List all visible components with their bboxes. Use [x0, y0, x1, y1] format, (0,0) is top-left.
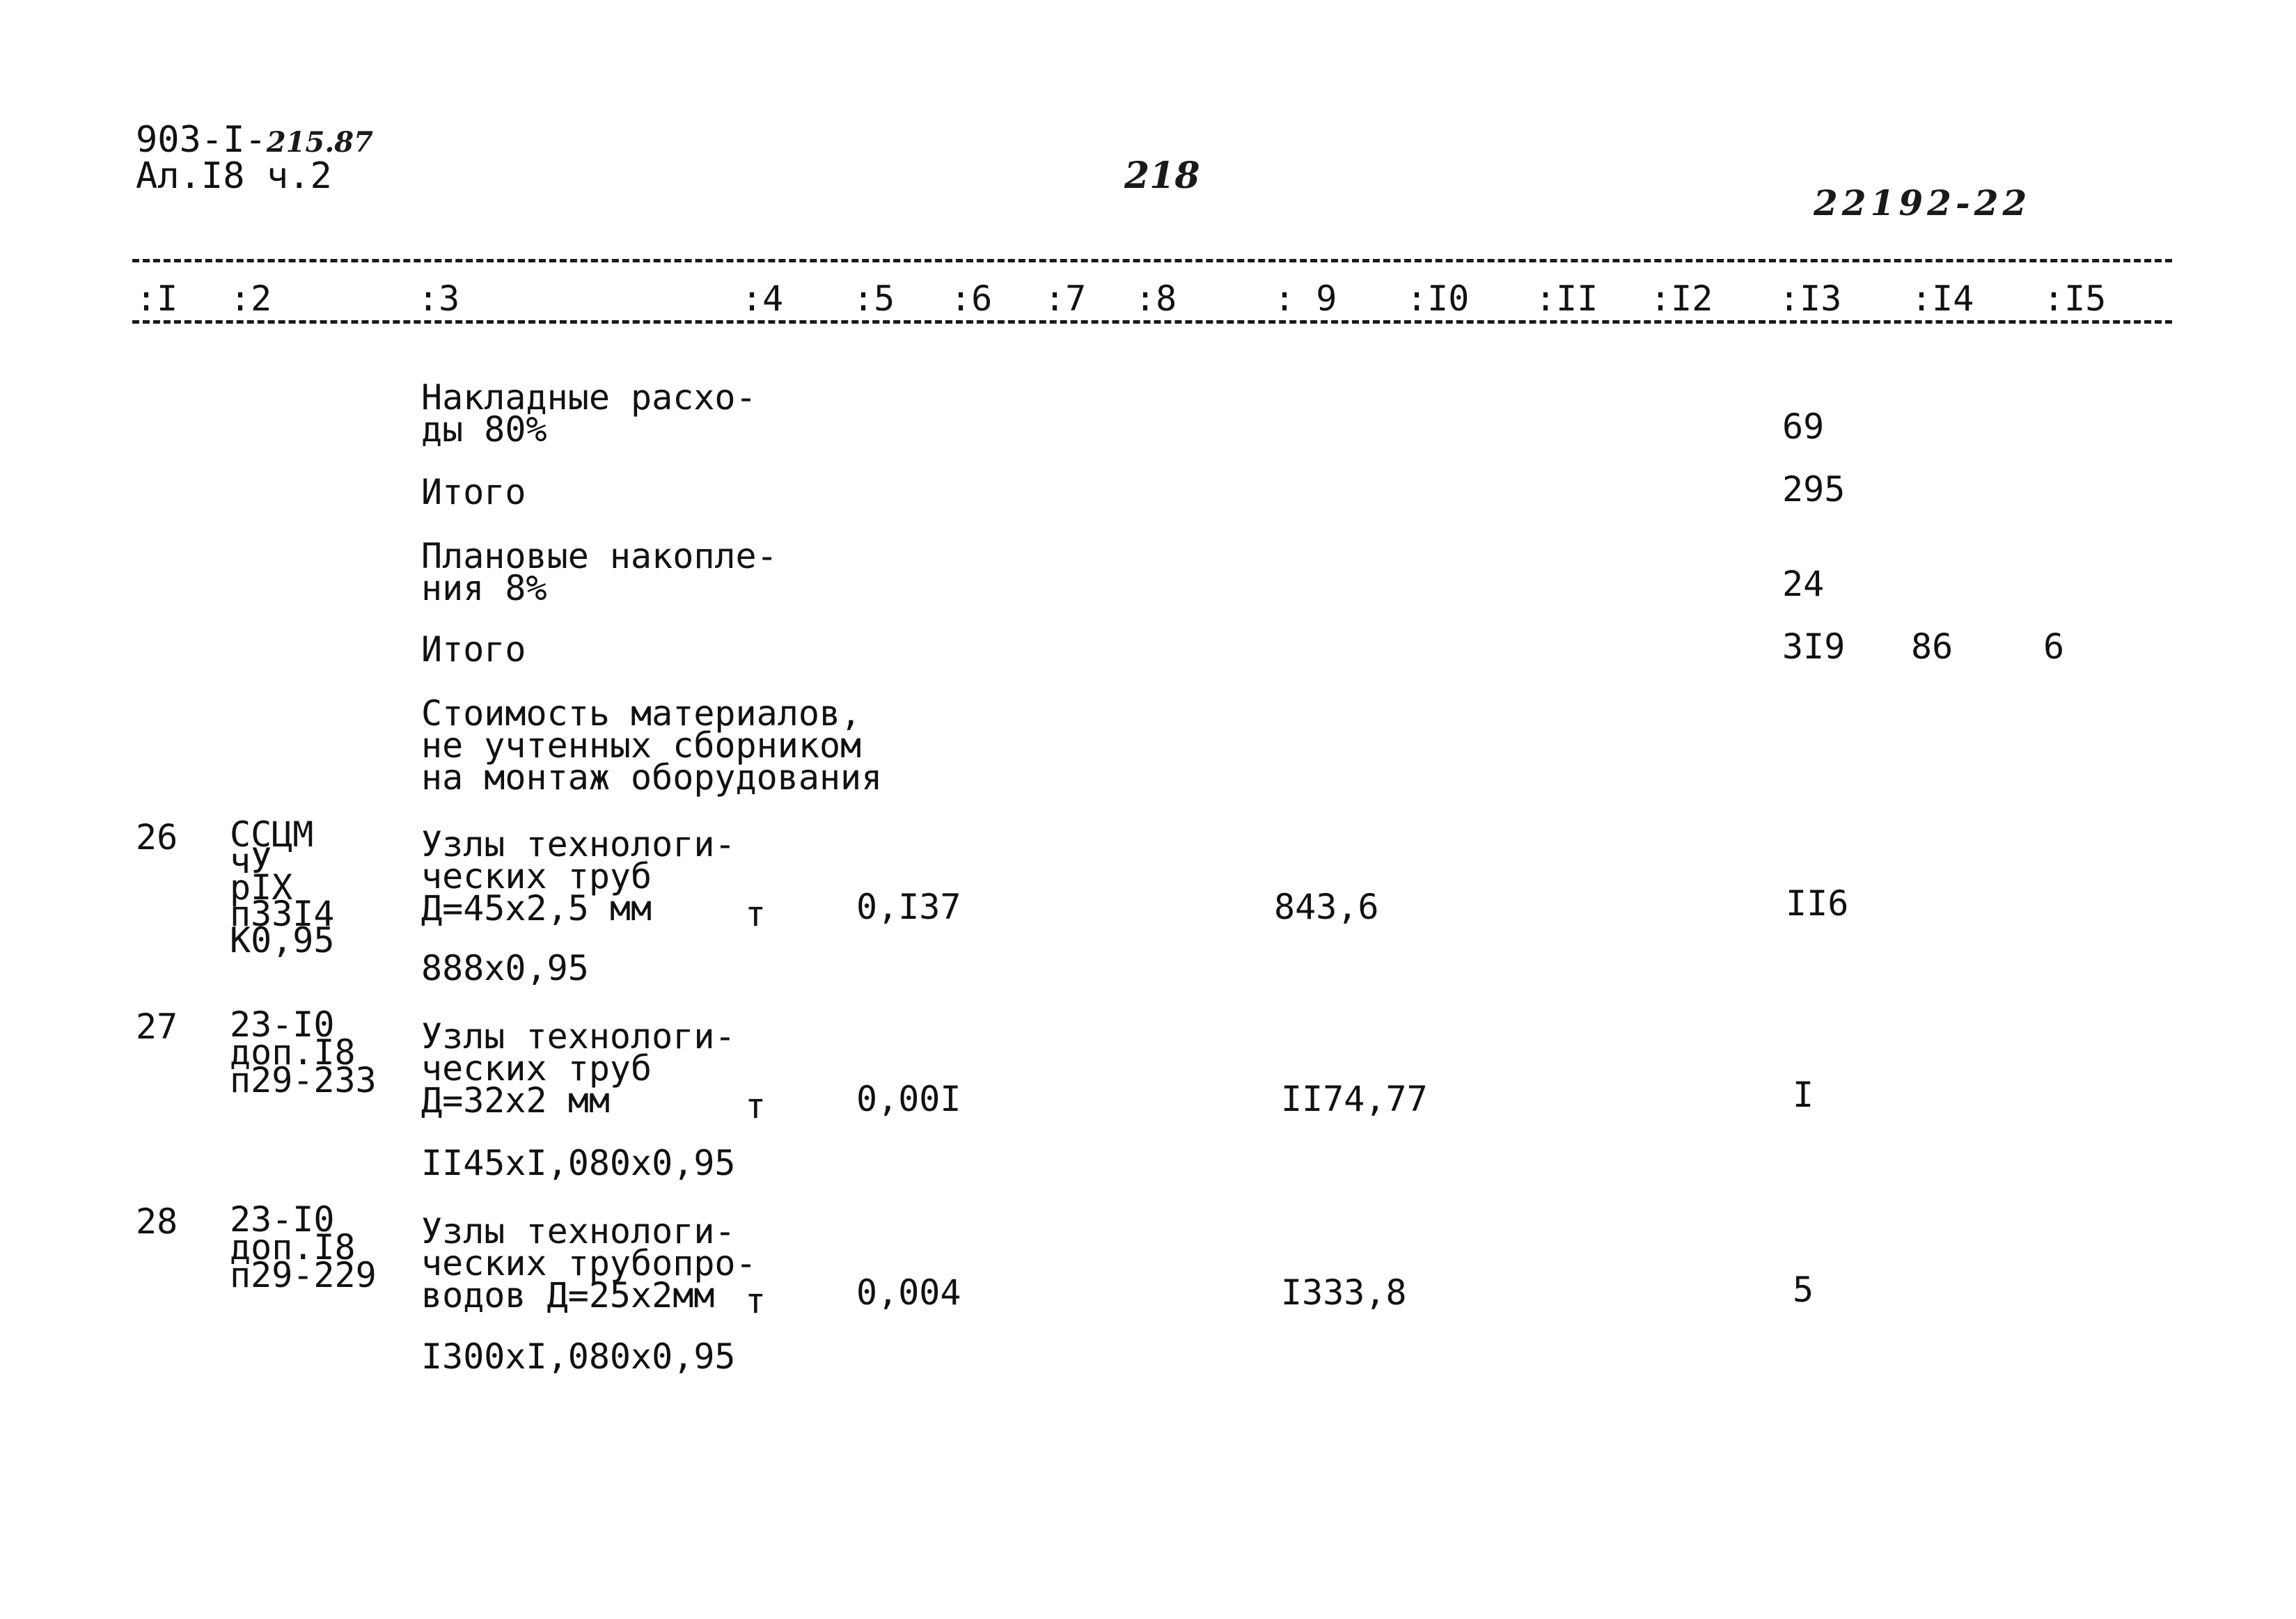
item-27-formula: II45хI,080х0,95: [421, 1143, 736, 1183]
summary-planned-label: Плановые накопле- ния 8%: [421, 536, 778, 608]
item-26-quantity: 0,I37: [856, 887, 961, 927]
item-26-price: 843,6: [1274, 887, 1379, 927]
item-27-quantity: 0,00I: [856, 1079, 961, 1119]
header-top-rule: [132, 259, 2172, 262]
item-27-code: 23-I0 доп.I8 п29-233: [230, 1004, 377, 1100]
item-28-quantity: 0,004: [856, 1272, 961, 1313]
column-header-6: :6: [950, 278, 993, 319]
column-header-14: :I4: [1911, 278, 1974, 319]
item-28-total: 5: [1793, 1270, 1814, 1310]
inventory-number: 22192-22: [1814, 182, 2031, 223]
item-27-number: 27: [136, 1006, 178, 1047]
item-28-code: 23-I0 доп.I8 п29-229: [230, 1199, 377, 1295]
column-header-8: :8: [1135, 278, 1177, 319]
header-bottom-rule: [132, 320, 2172, 324]
item-26-description: Узлы технологи- ческих труб Д=45х2,5 мм: [421, 824, 736, 929]
item-27-price: II74,77: [1281, 1079, 1428, 1119]
column-header-7: :7: [1044, 278, 1087, 319]
summary-subtotal-c13: 295: [1782, 469, 1846, 510]
column-header-12: :I2: [1650, 278, 1713, 319]
summary-planned-c13: 24: [1782, 564, 1825, 604]
section-title: Стоимость материалов, не учтенных сборником на монтаж оборудования: [421, 693, 883, 798]
summary-overhead-label: Накладные расхо- ды 80%: [421, 377, 757, 450]
column-header-13: :I3: [1779, 278, 1842, 319]
column-header-11: :II: [1535, 278, 1598, 319]
item-26-number: 26: [136, 817, 178, 858]
item-28-description: Узлы технологи- ческих трубопро- водов Д=25х2мм: [421, 1211, 757, 1316]
document-code: [136, 119, 373, 161]
album-label: Ал.I8 ч.2: [136, 155, 332, 197]
item-28-price: I333,8: [1281, 1272, 1407, 1313]
column-header-2: :2: [230, 278, 272, 319]
column-header-15: :I5: [2043, 278, 2107, 319]
summary-total-c15: 6: [2043, 626, 2065, 667]
column-header-4: :4: [741, 278, 784, 319]
item-26-total: II6: [1786, 883, 1849, 924]
document-code-prefix: 903-I-: [136, 119, 267, 161]
item-26-formula: 888х0,95: [421, 948, 589, 988]
summary-overhead-c13: 69: [1782, 406, 1825, 447]
item-27-unit: т: [745, 1086, 766, 1126]
item-26-unit: т: [745, 894, 766, 934]
column-header-1: :I: [136, 278, 178, 319]
document-code-handwritten: 215.87: [266, 126, 373, 159]
summary-subtotal-label: Итого: [421, 472, 526, 512]
summary-total-c13: 3I9: [1782, 626, 1846, 667]
summary-total-c14: 86: [1911, 626, 1953, 667]
item-26-code: ССЦМ чУ pIX п33I4 К0,95: [230, 814, 335, 961]
item-27-description: Узлы технологи- ческих труб Д=32х2 мм: [421, 1016, 736, 1121]
item-28-number: 28: [136, 1201, 178, 1242]
column-header-3: :3: [418, 278, 460, 319]
summary-total-label: Итого: [421, 629, 526, 670]
column-header-10: :I0: [1406, 278, 1470, 319]
item-27-total: I: [1793, 1075, 1814, 1115]
page-number: 218: [1124, 155, 1200, 197]
column-header-5: :5: [853, 278, 895, 319]
item-28-unit: т: [745, 1281, 766, 1321]
column-header-9: : 9: [1274, 278, 1337, 319]
item-28-formula: I300хI,080х0,95: [421, 1336, 736, 1377]
